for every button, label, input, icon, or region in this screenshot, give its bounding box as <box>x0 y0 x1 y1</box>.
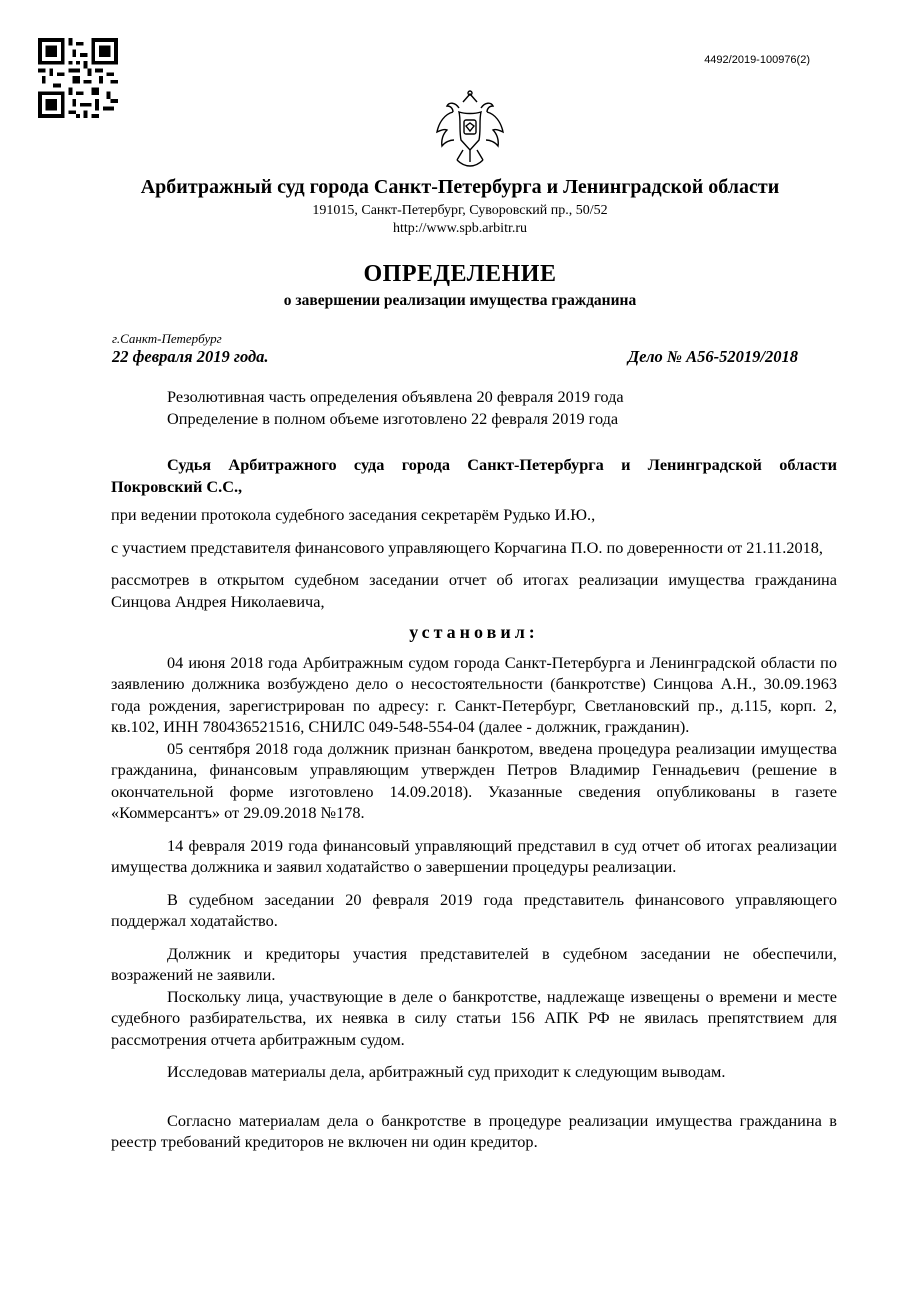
paragraph: Согласно материалам дела о банкротстве в процедуре реализации имущества гражданина в реестр требований кредиторов не включен ни один кредитор. <box>111 1110 837 1151</box>
court-address: 191015, Санкт-Петербург, Суворовский пр., 50/52 <box>312 203 608 218</box>
paragraph: В судебном заседании 20 февраля 2019 года представитель финансового управляющего поддержал ходатайство. <box>111 889 837 930</box>
full-text-announcement: Определение в полном объеме изготовлено 22 февраля 2019 года <box>167 408 619 428</box>
court-name: Арбитражный суд города Санкт-Петербурга и Ленинградской области <box>140 176 780 198</box>
document-number: 4492/2019-100976(2) <box>704 54 810 66</box>
document-subtitle: о завершении реализации имущества гражданина <box>283 292 637 309</box>
paragraph: Исследовав материалы дела, арбитражный суд приходит к следующим выводам. <box>167 1062 726 1081</box>
city: г.Санкт-Петербург <box>112 331 222 346</box>
secretary-line: при ведении протокола судебного заседания секретарём Рудько И.Ю., <box>111 505 596 524</box>
established-heading: установил: <box>409 622 539 642</box>
qr-code <box>38 38 118 118</box>
case-number: Дело № А56-52019/2018 <box>627 347 798 366</box>
resolution-announcement: Резолютивная часть определения объявлена 20 февраля 2019 года <box>167 387 624 406</box>
document-body <box>111 386 837 1153</box>
paragraph: Поскольку лица, участвующие в деле о банкротстве, надлежаще извещены о времени и месте судебного разбирательства, их неявка в силу статьи 156 АПК РФ не явилась препятствием для рассмотрения отчета арбитражным судом. <box>111 986 837 1049</box>
coat-of-arms-icon <box>433 88 507 170</box>
paragraph: 05 сентября 2018 года должник признан банкротом, введена процедура реализации имущества гражданина, финансовым управляющим утвержден Петров Владимир Геннадьевич (решение в окончательной форме изготовлено 14.09.2018). Указанные сведения опубликованы в газете «Коммерсантъ» от 29.09.2018 №178. <box>111 738 837 822</box>
document-date: 22 февраля 2019 года. <box>112 347 269 366</box>
paragraph: 04 июня 2018 года Арбитражным судом города Санкт-Петербурга и Ленинградской области по заявлению должника возбуждено дело о несостоятельности (банкротстве) Синцова А.Н., 30.09.1963 года рождения, зарегистрирован по адресу: г. Санкт-Петербург, Светлановский пр., д.115, корп. 2, кв.102, ИНН 780436521516, СНИЛС 049-548-554-04 (далее - должник, гражданин). <box>111 652 837 736</box>
court-website: http://www.spb.arbitr.ru <box>392 221 528 236</box>
document-title: ОПРЕДЕЛЕНИЕ <box>363 261 557 287</box>
considered-line: рассмотрев в открытом судебном заседании отчет об итогах реализации имущества гражданина Синцова Андрея Николаевича, <box>111 570 837 611</box>
paragraph: Должник и кредиторы участия представителей в судебном заседании не обеспечили, возражений не заявили. <box>111 943 837 984</box>
participant-line: с участием представителя финансового управляющего Корчагина П.О. по доверенности от 21.11.2018, <box>111 537 823 557</box>
judge-line: Судья Арбитражного суда города Санкт-Петербурга и Ленинградской области Покровский С.С., <box>111 455 837 496</box>
paragraph: 14 февраля 2019 года финансовый управляющий представил в суд отчет об итогах реализации имущества должника и заявил ходатайство о завершении процедуры реализации. <box>111 835 837 876</box>
